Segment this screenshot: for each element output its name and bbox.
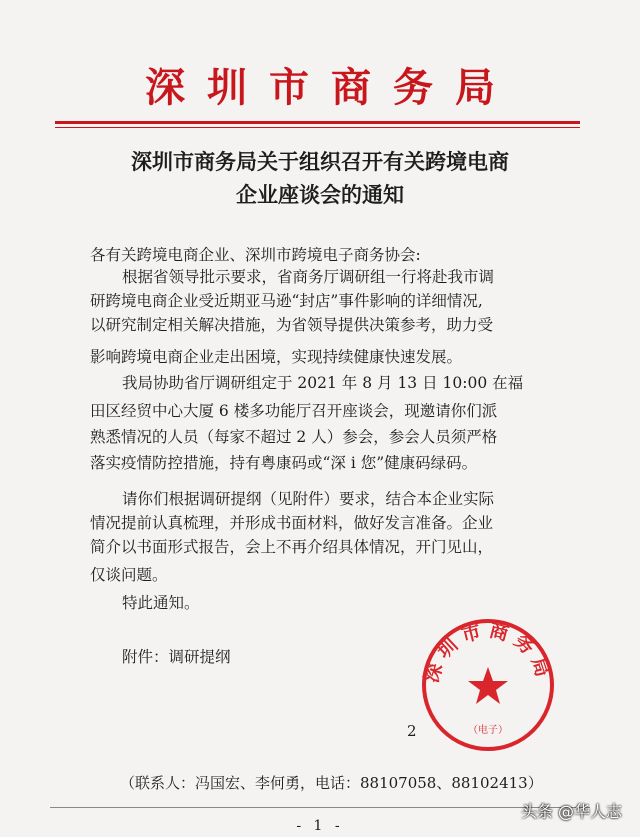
para3-line4: 仅谈问题。 (90, 566, 168, 584)
seal-star-icon (468, 667, 508, 704)
red-rule-thin (55, 127, 580, 128)
seal-note: （电子） (468, 725, 508, 736)
para2-line2: 田区经贸中心大厦 6 楼多功能厅召开座谈会，现邀请你们派 (90, 402, 498, 420)
para1-line1: 根据省领导批示要求，省商务厅调研组一行将赴我市调 (122, 268, 495, 286)
attachment-page-ref: 2 (407, 722, 417, 740)
para1-line3: 以研究制定相关解决措施，为省领导提供决策参考，助力受 (90, 316, 494, 334)
attachment-line: 附件：调研提纲 (122, 648, 231, 666)
para1-line2: 研跨境电商企业受近期亚马逊“封店”事件影响的详细情况, (90, 292, 483, 310)
para2-line3: 熟悉情况的人员（每家不超过 2 人）参会，参会人员须严格 (90, 428, 498, 446)
org-header: 深圳市商务局 (145, 64, 517, 111)
para1-line4: 影响跨境电商企业走出困境，实现持续健康快速发展。 (90, 348, 463, 366)
red-rule-thick (55, 121, 580, 124)
para2-line1: 我局协助省厅调研组定于 2021 年 8 月 13 日 10:00 在福 (122, 374, 524, 392)
footer-rule (50, 807, 590, 808)
source-watermark: 头条 @华人志 (520, 802, 622, 821)
salutation: 各有关跨境电商企业、深圳市跨境电子商务协会: (90, 246, 421, 264)
notice-title-line-1: 深圳市商务局关于组织召开有关跨境电商 (131, 149, 509, 174)
closing-line: 特此通知。 (122, 594, 200, 612)
notice-title-line-2: 企业座谈会的通知 (236, 182, 404, 207)
official-seal-stamp (418, 615, 558, 755)
para3-line3: 简介以书面形式报告，会上不再介绍具体情况，开门见山， (90, 538, 494, 556)
contact-info: （联系人：冯国宏、李何勇，电话：88107058、88102413） (120, 774, 543, 792)
para3-line1: 请你们根据调研提纲（见附件）要求，结合本企业实际 (122, 490, 495, 508)
seal-text: 深圳市商务局 (420, 619, 556, 686)
para3-line2: 情况提前认真梳理，并形成书面材料，做好发言准备。企业 (90, 514, 494, 532)
page-number: - 1 - (296, 818, 344, 834)
para2-line4: 落实疫情防控措施，持有粤康码或“深 i 您”健康码绿码。 (90, 454, 478, 472)
